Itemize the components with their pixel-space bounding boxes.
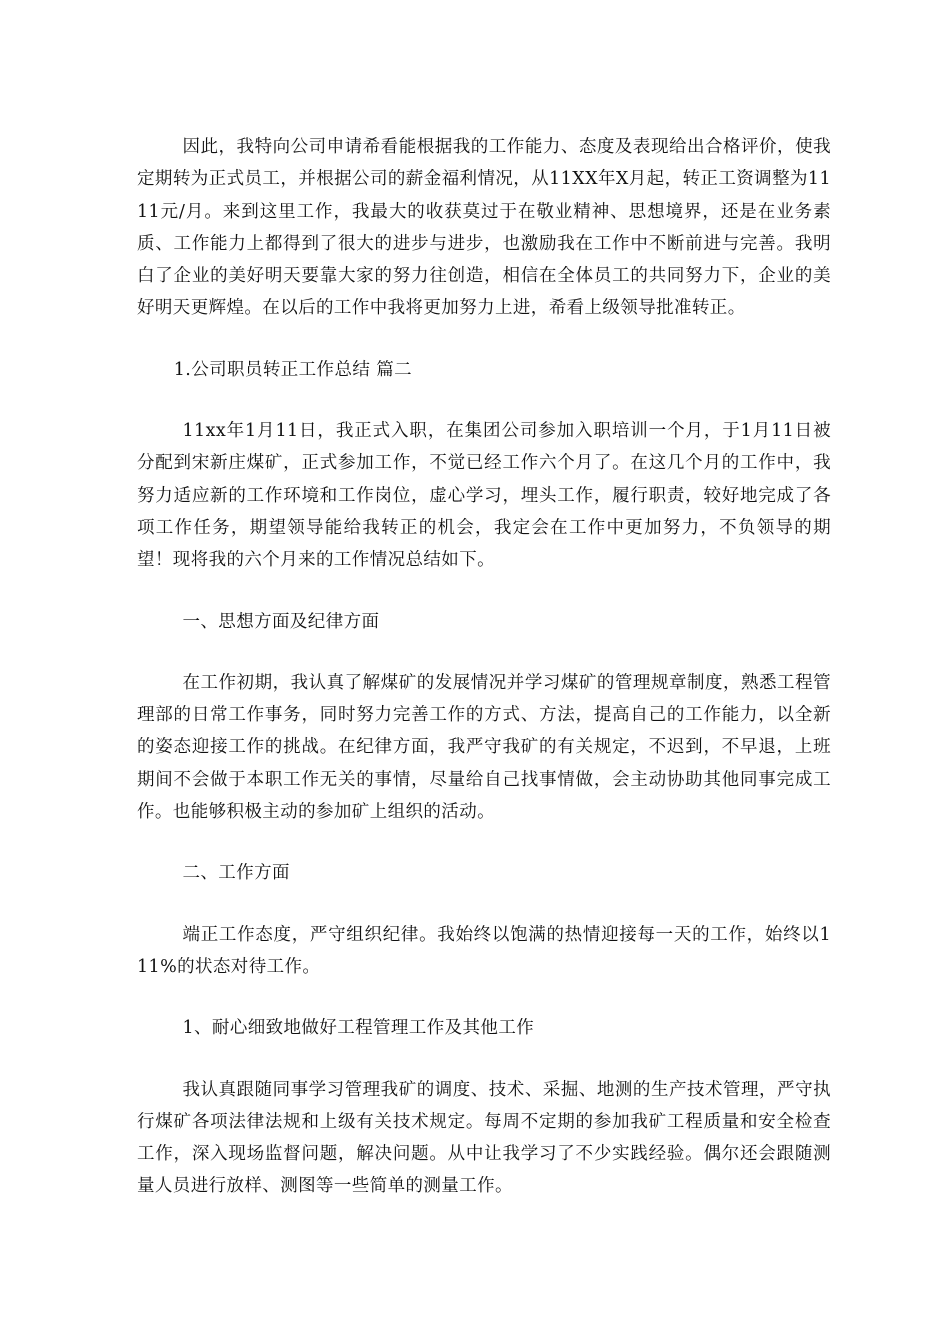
paragraph-engineering-management: 我认真跟随同事学习管理我矿的调度、技术、采掘、地测的生产技术管理，严守执行煤矿各项法律法规和上级有关技术规定。每周不定期的参加我矿工程质量和安全检查工作，深入现场监督问题，解决问题。从中让我学习了不少实践经验。偶尔还会跟随测量人员进行放样、测图等一些简单的测量工作。 [137,1079,831,1197]
section-title-part-two: 1.公司职员转正工作总结 篇二 [173,359,413,380]
heading-ideology-discipline: 一、思想方面及纪律方面 [182,611,380,632]
heading-work-aspects: 二、工作方面 [182,863,290,884]
paragraph-conversion-request: 因此，我特向公司申请希看能根据我的工作能力、态度及表现给出合格评价，使我定期转为正式员工，并根据公司的薪金福利情况，从11XX年X月起，转正工资调整为1111元/月。来到这里工作，我最大的收获莫过于在敬业精神、思想境界，还是在业务素质、工作能力上都得到了很大的进步与进步，也激励我在工作中不断前进与完善。我明白了企业的美好明天要靠大家的努力往创造，相信在全体员工的共同努力下，企业的美好明天更辉煌。在以后的工作中我将更加努力上进，希看上级领导批准转正。 [137,137,831,319]
heading-engineering-management: 1、耐心细致地做好工程管理工作及其他工作 [182,1018,535,1039]
paragraph-work-attitude: 端正工作态度，严守组织纪律。我始终以饱满的热情迎接每一天的工作，始终以111%的状态对待工作。 [137,924,831,977]
paragraph-ideology-discipline: 在工作初期，我认真了解煤矿的发展情况并学习煤矿的管理规章制度，熟悉工程管理部的日常工作事务，同时努力完善工作的方式、方法，提高自己的工作能力，以全新的姿态迎接工作的挑战。在纪律方面，我严守我矿的有关规定，不迟到，不早退，上班期间不会做于本职工作无关的事情，尽量给自己找事情做，会主动协助其他同事完成工作。也能够积极主动的参加矿上组织的活动。 [137,672,831,823]
document-body [137,131,831,1232]
paragraph-onboarding: 11xx年1月11日，我正式入职，在集团公司参加入职培训一个月，于1月11日被分配到宋新庄煤矿，正式参加工作，不觉已经工作六个月了。在这几个月的工作中，我努力适应新的工作环境和工作岗位，虚心学习，埋头工作，履行职责，较好地完成了各项工作任务，期望领导能给我转正的机会，我定会在工作中更加努力，不负领导的期望！现将我的六个月来的工作情况总结如下。 [137,421,831,571]
